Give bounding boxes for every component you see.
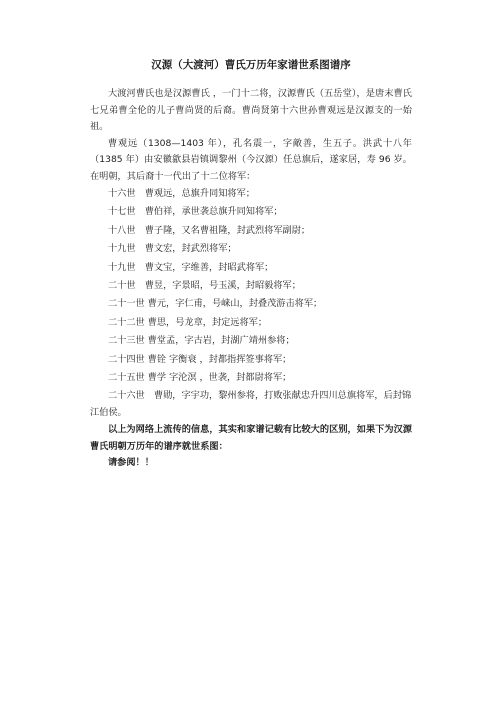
generation-item: 二十四世 曹铨 字衡衰 ，封都指挥签事将军； [108, 353, 292, 365]
document-page [90, 58, 412, 472]
closing-note: 以上为网络上流传的信息，其实和家谱记载有比较大的区别，如果下为汉源曹氏明朝万历年的谱序就世系图： [90, 424, 412, 452]
generation-item: 二十世 曹昱，字景昭，号玉溪，封昭毅将军； [108, 280, 301, 292]
generation-item: 十七世 曹伯祥，承世袭总旗升同知将军； [108, 206, 283, 218]
document-title: 汉源（大渡河）曹氏万历年家谱世系图谱序 [151, 59, 351, 71]
generation-list [90, 185, 412, 421]
generation-item: 十九世 曹文宏，封武烈将军； [108, 243, 237, 255]
generation-item: 二十二世 曹思，号龙章，封定远将军； [108, 316, 268, 328]
generation-item: 十六世 曹观远，总旗升同知将军； [108, 188, 255, 199]
generation-item: 二十三世 曹堂孟，字古岩，封湖广靖州参将； [108, 335, 295, 347]
generation-item: 十九世 曹文宝，字维善，封昭武将军； [108, 261, 274, 273]
intro-paragraph: 大渡河曹氏也是汉源曹氏 ，一门十二将，汉源曹氏（五岳堂），是唐末曹氏七兄弟曹全伦的儿子曹尚贤的后裔。曹尚贤第十六世孙曹观远是汉源支的一始祖。 [90, 88, 412, 132]
biography-paragraph: 曹观远（1308—1403 年），孔名震一，字敵善，生五子。洪武十八年（1385 年）由安徽歙县岩镇调黎州（今汉源）任总旗后，遂家居，寿 96 岁。在明朝，其后裔十一代出了十二位将军： [90, 137, 412, 182]
generation-item: 十八世 曹子隆，又名曹祖隆，封武烈将军副尉； [108, 224, 311, 236]
generation-item: 二十五世 曹学 字沦溟 ，世袭，封都尉将军； [108, 372, 292, 384]
generation-item: 二十六世 曹勋，字宇功，黎州参将，打败张献忠升四川总旗将军，后封锦江伯侯。 [90, 390, 412, 418]
closing-prompt: 请参阅！！ [108, 457, 154, 469]
generation-item: 二十一世 曹元，字仁甫，号崃山，封叠茂游击将军； [108, 298, 323, 310]
